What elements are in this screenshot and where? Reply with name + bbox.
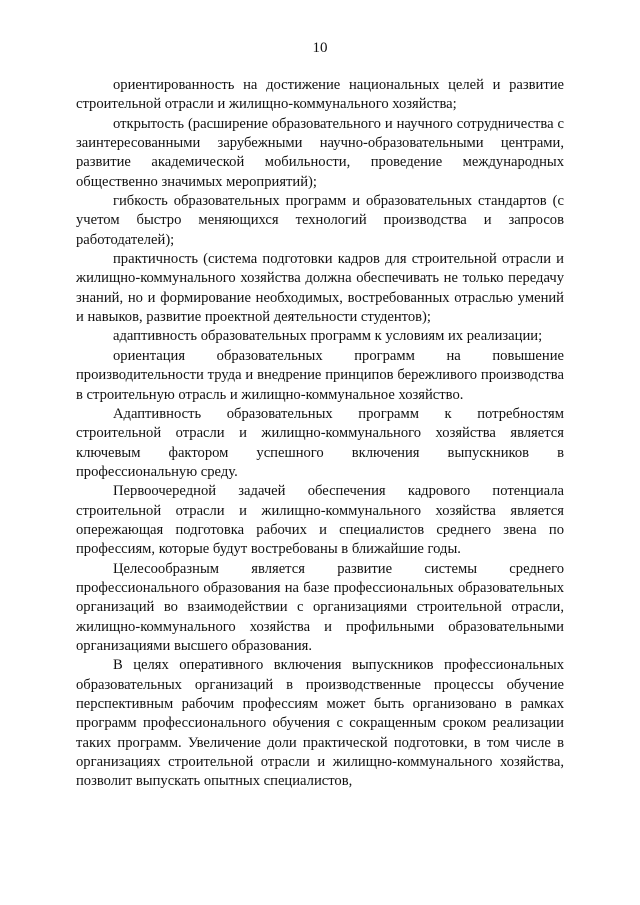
paragraph-national-goals: ориентированность на достижение национальных целей и развитие строительной отрасли и жилищно-коммунального хозяйства; <box>76 77 564 113</box>
paragraph-vocational-education: Целесообразным является развитие системы среднего профессионального образования на базе профессиональных образовательных организаций во взаимодействии с организациями строительной отрасли, жилищно-коммунального хозяйства и профильными образовательными организациями высшего образования. <box>76 560 564 654</box>
paragraph-adaptivity: адаптивность образовательных программ к условиям их реализации; <box>113 328 543 345</box>
document-body <box>76 76 564 792</box>
paragraph-flexibility: гибкость образовательных программ и образовательных стандартов (с учетом быстро меняющихся технологий производства и запросов работодателей); <box>76 193 564 248</box>
paragraph-adaptivity-needs: Адаптивность образовательных программ к потребностям строительной отрасли и жилищно-коммунального хозяйства является ключевым фактором успешного включения выпускников в профессиональную среду. <box>76 405 564 480</box>
paragraph-graduate-inclusion: В целях оперативного включения выпускников профессиональных образовательных организаций в производственные процессы обучение перспективным рабочим профессиям может быть организовано в рамках программ профессионального обучения с сокращенным сроком реализации таких программ. Увеличение доли практической подготовки, в том числе в организациях строительной отрасли и жилищно-коммунального хозяйства, позволит выпускать опытных специалистов, <box>76 657 564 790</box>
paragraph-priority-task: Первоочередной задачей обеспечения кадрового потенциала строительной отрасли и жилищно-коммунального хозяйства является опережающая подготовка рабочих и специалистов среднего звена по профессиям, которые будут востребованы в ближайшие годы. <box>76 483 564 558</box>
paragraph-productivity: ориентация образовательных программ на повышение производительности труда и внедрение принципов бережливого производства в строительную отрасль и жилищно-коммунальное хозяйство. <box>76 347 564 403</box>
paragraph-openness: открытость (расширение образовательного и научного сотрудничества с заинтересованными зарубежными научно-образовательными центрами, развитие академической мобильности, проведение международных общественно значимых мероприятий); <box>76 115 564 190</box>
page-number: 10 <box>312 40 328 56</box>
paragraph-practicality: практичность (система подготовки кадров для строительной отрасли и жилищно-коммунального хозяйства должна обеспечивать не только передачу знаний, но и формирование необходимых, востребованных отраслью умений и навыков, развитие проектной деятельности студентов); <box>76 251 564 326</box>
